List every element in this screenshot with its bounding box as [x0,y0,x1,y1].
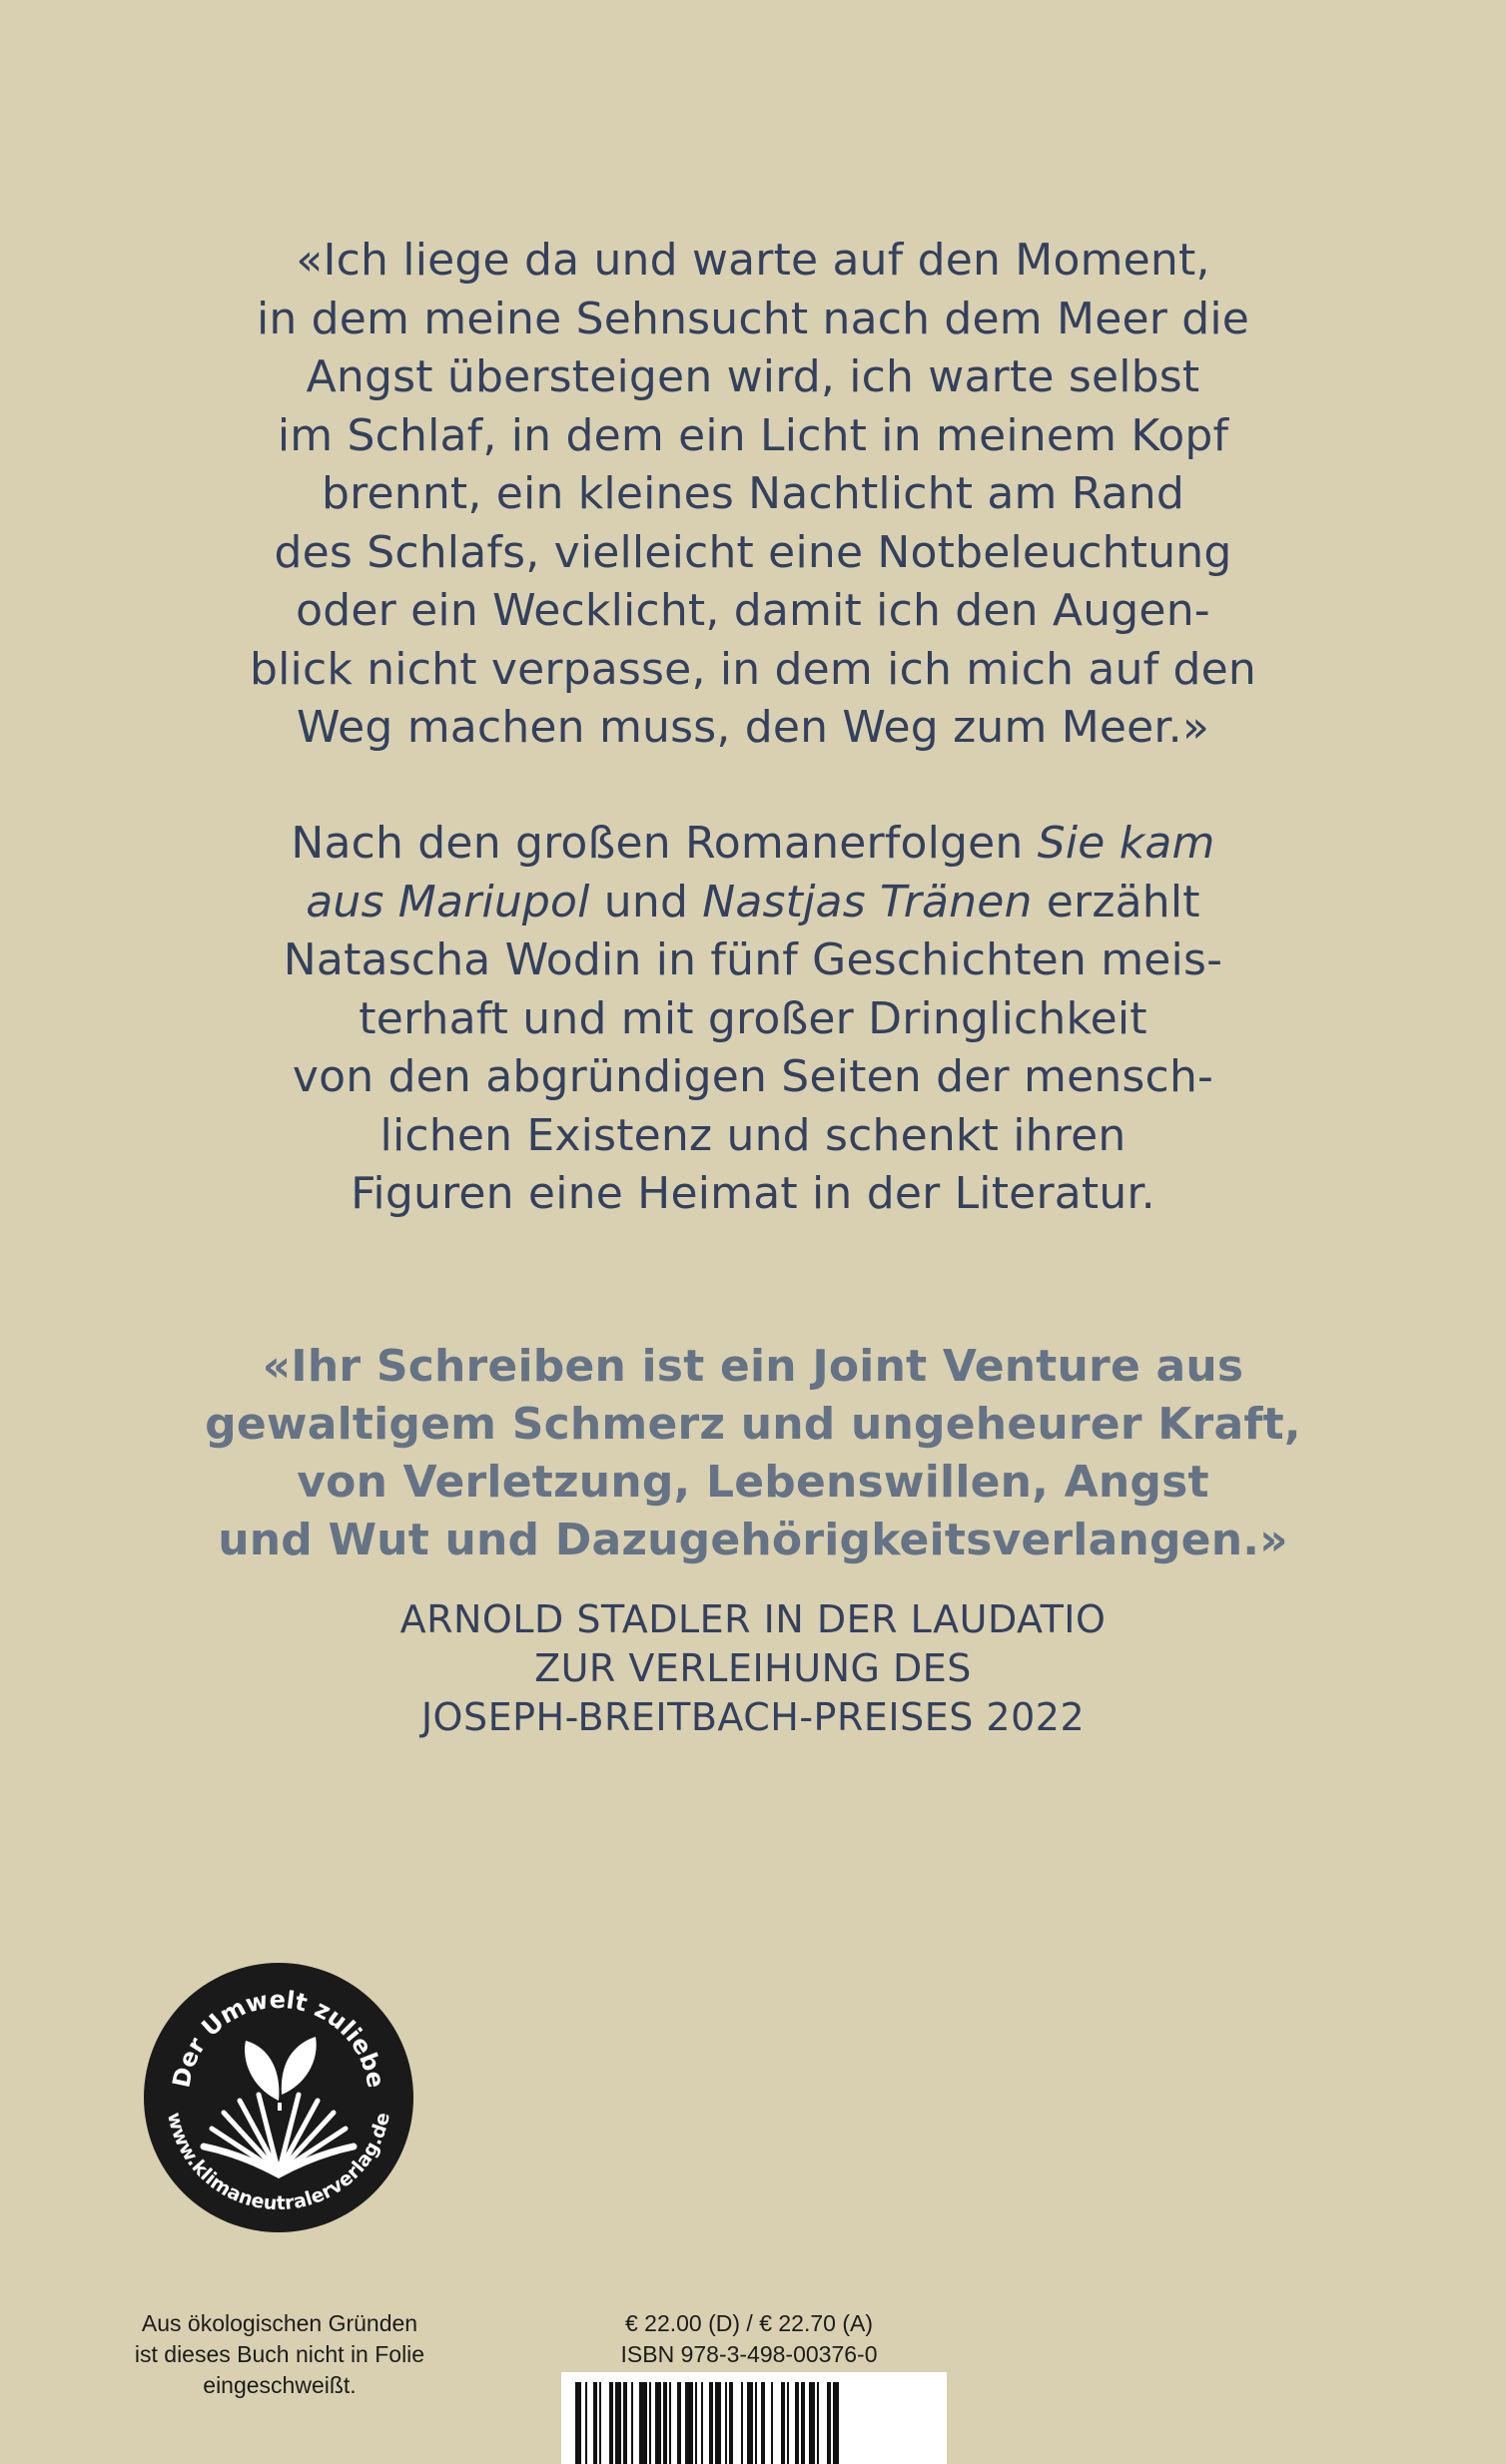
isbn-barcode [561,2372,947,2464]
barcode-bar [817,2382,819,2464]
barcode-bar [599,2382,601,2464]
price-line: € 22.00 (D) / € 22.70 (A) [624,2310,873,2336]
description-line: lichen Existenz und schenkt ihren [379,1109,1127,1161]
barcode-bar [609,2382,613,2464]
barcode-bar [663,2382,667,2464]
description-line [0,815,1506,874]
book-title-mariupol: aus Mariupol [306,876,590,927]
barcode-bar [809,2382,815,2464]
barcode-bar [761,2382,765,2464]
barcode-bar [575,2382,581,2464]
review-line: und Wut und Dazugehörigkeitsverlangen.» [218,1515,1288,1565]
barcode-bar [781,2382,785,2464]
description-line [0,874,1506,932]
barcode-bar [741,2382,743,2464]
attribution-line: ZUR VERLEIHUNG DES [534,1646,972,1690]
barcode-bar [685,2382,693,2464]
barcode-bar [615,2382,621,2464]
barcode-bar [755,2382,757,2464]
barcode-bar [655,2382,661,2464]
barcode-bar [833,2382,839,2464]
barcode-bar [639,2382,647,2464]
barcode-bar [795,2382,799,2464]
description-line: terhaft und mit großer Dringlichkeit [359,992,1147,1044]
description-text: erzählt [1032,876,1200,927]
review-line: von Verletzung, Lebenswillen, Angst [297,1457,1209,1508]
quote-line: des Schlafs, vielleicht eine Notbeleuchtung [274,526,1232,578]
quote-attribution [0,1595,1506,1742]
quote-line: Weg machen muss, den Weg zum Meer.» [296,702,1209,753]
opening-quote [0,232,1506,758]
attribution-line: JOSEPH-BREITBACH-PREISES 2022 [420,1695,1086,1739]
barcode-bar [593,2382,597,2464]
barcode-bar [715,2382,721,2464]
quote-line: blick nicht verpasse, in dem ich mich auf den [249,643,1257,695]
barcode-bar [695,2382,697,2464]
quote-line: Angst übersteigen wird, ich warte selbst [306,351,1200,402]
quote-line: in dem meine Sehnsucht nach dem Meer die [256,293,1250,344]
barcode-bar [827,2382,831,2464]
barcode-bar [729,2382,733,2464]
barcode-bar [623,2382,627,2464]
review-line: «Ihr Schreiben ist ein Joint Venture aus [262,1341,1244,1392]
barcode-bar [677,2382,681,2464]
barcode-bar [585,2382,587,2464]
description-text: Nach den großen Romanerfolgen [291,818,1038,869]
barcode-bar [709,2382,713,2464]
eco-note-line: Aus ökologischen Gründen [141,2310,418,2336]
barcode-bar [725,2382,727,2464]
barcode-bar [631,2382,633,2464]
quote-line: brennt, ein kleines Nachtlicht am Rand [322,468,1184,519]
barcode-bar [771,2382,773,2464]
eco-note-line: ist dieses Buch nicht in Folie [134,2341,425,2367]
review-quote [0,1338,1506,1569]
attribution-line: ARNOLD STADLER IN DER LAUDATIO [399,1597,1107,1641]
badge-bottom-text: www.klimaneutralerverlag.de [163,2110,394,2215]
barcode-bar [701,2382,703,2464]
barcode-bar [801,2382,805,2464]
quote-line: im Schlaf, in dem ein Licht in meinem Kopf [277,409,1229,461]
barcode-bar [649,2382,651,2464]
book-description [0,815,1506,1224]
isbn-line: ISBN 978-3-498-00376-0 [620,2341,878,2367]
quote-line: oder ein Wecklicht, damit ich den Augen- [296,585,1210,636]
review-line: gewaltigem Schmerz und ungeheurer Kraft, [205,1399,1301,1450]
barcode-bar [669,2382,671,2464]
quote-line: «Ich liege da und warte auf den Moment, [296,235,1210,286]
barcode-bar [787,2382,789,2464]
description-line: Figuren eine Heimat in der Literatur. [351,1168,1155,1219]
description-line: Natascha Wodin in fünf Geschichten meis- [283,934,1223,985]
book-title-sie-kam: Sie kam [1037,818,1215,869]
eco-note [90,2308,469,2401]
book-title-nastjas-traenen: Nastjas Tränen [702,876,1033,927]
description-text: und [589,876,703,927]
eco-note-line: eingeschweißt. [203,2372,357,2398]
description-line: von den abgründigen Seiten der mensch- [292,1051,1214,1102]
barcode-bar [747,2382,753,2464]
eco-badge-logo [142,1961,415,2234]
price-block [569,2308,929,2370]
badge-top-text: Der Umwelt zuliebe [167,1985,390,2091]
